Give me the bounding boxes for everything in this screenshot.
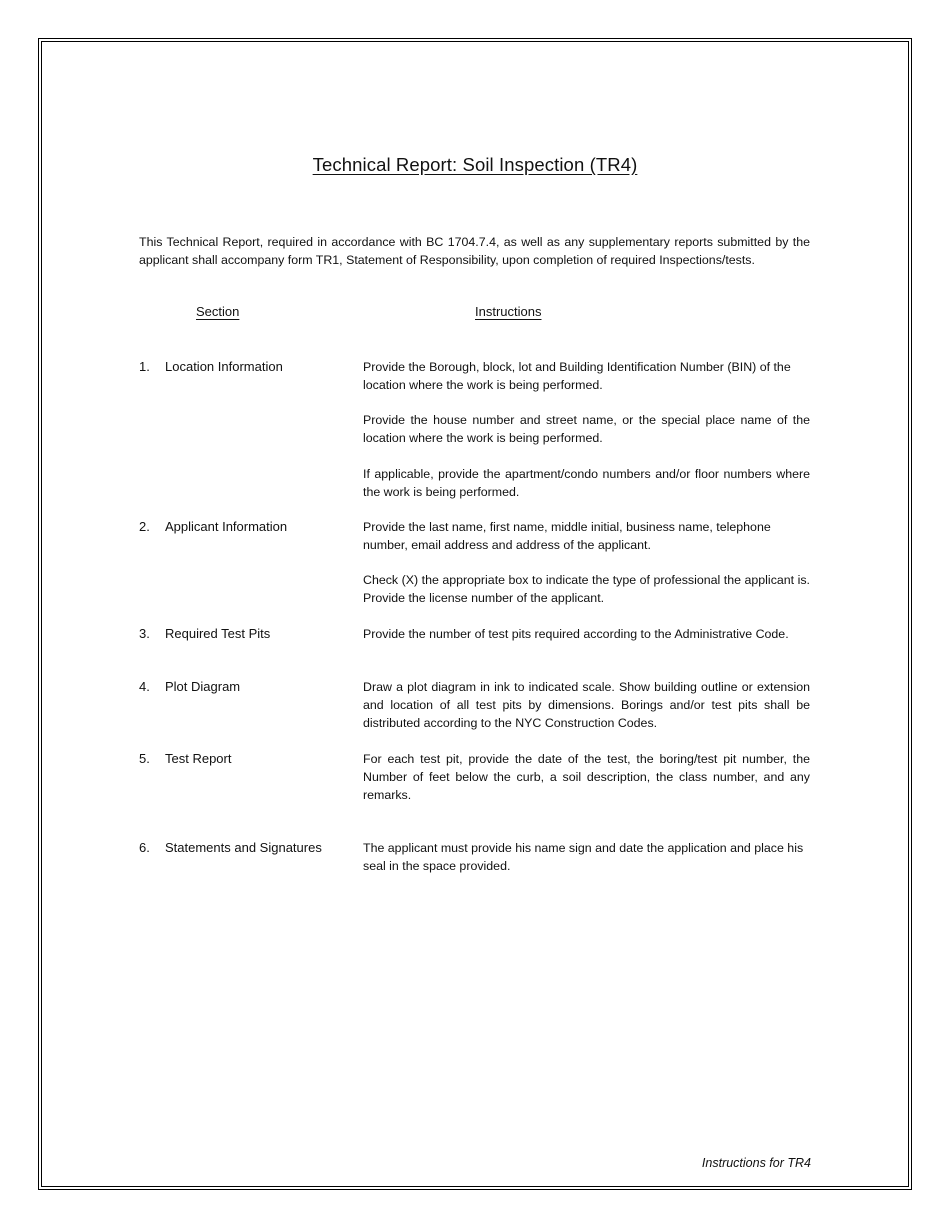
item-number: 3. [139, 626, 150, 641]
item-label-statements-and-signatures: Statements and Signatures [165, 840, 322, 855]
instruction-paragraph: Provide the house number and street name, or the special place name of the location where the work is being performed. [363, 413, 810, 445]
instruction-paragraph: The applicant must provide his name sign and date the application and place his seal in the space provided. [363, 841, 804, 873]
item-label-plot-diagram: Plot Diagram [165, 679, 241, 694]
page-border [38, 38, 912, 1190]
item-label-location-information: Location Information [165, 359, 283, 374]
instruction-paragraph: Provide the Borough, block, lot and Building Identification Number (BIN) of the location where the work is being performed. [363, 360, 791, 392]
item-number: 5. [139, 751, 150, 766]
page-title: Technical Report: Soil Inspection (TR4) [312, 154, 638, 175]
item-label-required-test-pits: Required Test Pits [165, 626, 271, 641]
instruction-paragraph: For each test pit, provide the date of the test, the boring/test pit number, the Number of feet below the curb, a soil description, the class number, and any remarks. [363, 752, 810, 802]
intro-paragraph: This Technical Report, required in accordance with BC 1704.7.4, as well as any supplementary reports submitted by the applicant shall accompany form TR1, Statement of Responsibility, upon completion of required Inspections/tests. [139, 235, 810, 267]
item-number: 1. [139, 359, 150, 374]
instruction-paragraph: Check (X) the appropriate box to indicate the type of professional the applicant is. Provide the license number of the applicant. [363, 573, 810, 605]
item-label-applicant-information: Applicant Information [165, 519, 288, 534]
section-column-header: Section [196, 304, 240, 319]
item-number: 4. [139, 679, 150, 694]
instruction-paragraph: Draw a plot diagram in ink to indicated scale. Show building outline or extension and location of all test pits by dimensions. Borings and/or test pits shall be distributed according to the NYC Construction Codes. [363, 680, 810, 730]
instruction-paragraph: Provide the number of test pits required according to the Administrative Code. [363, 627, 789, 641]
instruction-paragraph: If applicable, provide the apartment/condo numbers and/or floor numbers where the work is being performed. [363, 467, 810, 499]
item-number: 2. [139, 519, 150, 534]
item-number: 6. [139, 840, 150, 855]
instructions-column-header: Instructions [475, 304, 542, 319]
instruction-paragraph: Provide the last name, first name, middle initial, business name, telephone number, email address and address of the applicant. [363, 520, 771, 552]
item-label-test-report: Test Report [165, 751, 232, 766]
footer-caption: Instructions for TR4 [701, 1156, 811, 1170]
